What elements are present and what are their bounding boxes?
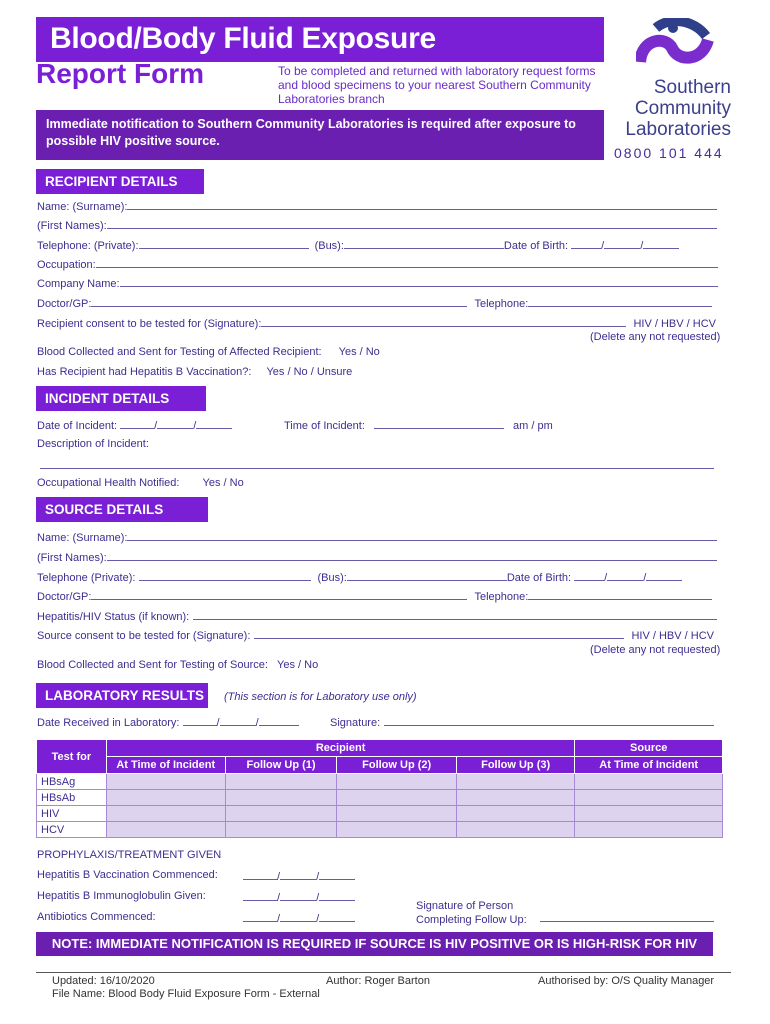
prophylaxis-hepb-ig-date: / / (243, 890, 355, 904)
lab-date-day[interactable] (183, 715, 217, 726)
source-dob-year[interactable] (646, 570, 682, 581)
source-bus-label: (Bus): (317, 572, 347, 584)
recipient-dob-label: Date of Birth: (503, 240, 569, 252)
date-day-field[interactable] (243, 911, 277, 922)
recipient-doctor-phone-field[interactable] (528, 296, 712, 307)
lab-date-year[interactable] (259, 715, 299, 726)
footer-file-name: File Name: Blood Body Fluid Exposure Form - External (52, 988, 320, 1000)
source-dob-month[interactable] (607, 570, 643, 581)
recipient-phone-row: Telephone: (Private): (Bus): Date of Birth: / / (37, 238, 679, 252)
table-cell[interactable] (456, 790, 575, 806)
followup-signature-label (416, 899, 527, 927)
recipient-doctor-label: Doctor/GP: (37, 298, 92, 310)
date-month-field[interactable] (280, 869, 316, 880)
table-row (37, 806, 723, 822)
table-cell[interactable] (225, 822, 337, 838)
logo-icon (636, 18, 714, 70)
table-cell[interactable] (106, 790, 225, 806)
recipient-firstnames-field[interactable] (107, 218, 717, 229)
source-doctor-field[interactable] (91, 589, 467, 600)
source-consent-tests[interactable]: HIV / HBV / HCV (631, 630, 714, 642)
incident-date-row: Date of Incident: / / (37, 418, 232, 432)
incident-date-day[interactable] (120, 418, 154, 429)
source-consent-label: Source consent to be tested for (Signature): (37, 630, 251, 642)
recipient-surname-label: Name: (Surname): (37, 201, 128, 213)
incident-time-row (284, 418, 553, 432)
instructions-text: To be completed and returned with laboratory request forms and blood specimens to your nearest Southern Community Laboratories branch (278, 64, 596, 106)
source-doctor-phone-field[interactable] (528, 589, 712, 600)
table-cell[interactable] (575, 806, 723, 822)
recipient-surname-field[interactable] (127, 199, 717, 210)
prophylaxis-antibiotics-date: / / (243, 911, 355, 925)
recipient-occupation-row (37, 257, 718, 271)
table-cell[interactable] (106, 806, 225, 822)
source-hep-status-label: Hepatitis/HIV Status (if known): (37, 611, 190, 623)
source-consent-row (37, 628, 714, 642)
source-delete-note: (Delete any not requested) (590, 644, 721, 656)
source-firstnames-label: (First Names): (37, 552, 107, 564)
col-follow-up-2: Follow Up (2) (337, 757, 456, 774)
incident-occ-health-row (37, 477, 244, 489)
date-month-field[interactable] (280, 911, 316, 922)
recipient-blood-collected-label: Blood Collected and Sent for Testing of Affected Recipient: (37, 346, 322, 358)
lab-signature-label: Signature: (330, 717, 381, 729)
table-cell[interactable] (575, 790, 723, 806)
table-cell[interactable] (337, 806, 456, 822)
row-label: HBsAb (37, 790, 107, 806)
col-test-for: Test for (37, 740, 107, 774)
recipient-blood-collected-row (37, 346, 380, 358)
recipient-surname-row (37, 199, 717, 213)
recipient-occupation-field[interactable] (96, 257, 718, 268)
col-follow-up-1: Follow Up (1) (225, 757, 337, 774)
source-doctor-phone-label: Telephone: (474, 591, 529, 603)
lab-signature-field[interactable] (384, 715, 714, 726)
source-firstnames-field[interactable] (107, 550, 717, 561)
followup-signature-line1: Signature of Person (416, 900, 514, 912)
source-hep-status-field[interactable] (193, 609, 717, 620)
lab-section-heading: LABORATORY RESULTS (36, 683, 208, 708)
incident-time-label: Time of Incident: (284, 420, 365, 432)
recipient-hepb-options[interactable]: Yes / No / Unsure (266, 366, 353, 378)
lab-signature-row (330, 715, 714, 729)
recipient-company-label: Company Name: (37, 278, 120, 290)
row-label: HCV (37, 822, 107, 838)
table-row (37, 774, 723, 790)
source-bus-field[interactable] (347, 570, 507, 581)
col-follow-up-3: Follow Up (3) (456, 757, 575, 774)
incident-date-year[interactable] (196, 418, 232, 429)
page-subtitle: Report Form (36, 58, 204, 89)
incident-ampm-options[interactable]: am / pm (513, 420, 553, 432)
source-dob-label: Date of Birth: (506, 572, 572, 584)
source-surname-row (37, 530, 717, 544)
recipient-bus-label: (Bus): (314, 240, 344, 252)
footer-updated: Updated: 16/10/2020 (52, 975, 155, 987)
recipient-doctor-phone-label: Telephone: (474, 298, 529, 310)
source-consent-signature-field[interactable] (254, 628, 624, 639)
col-at-time: At Time of Incident (106, 757, 225, 774)
table-cell[interactable] (456, 774, 575, 790)
notification-box: Immediate notification to Southern Community Laboratories is required after exposure to possible HIV positive source. (36, 110, 604, 160)
recipient-consent-label: Recipient consent to be tested for (Signature): (37, 318, 262, 330)
recipient-dob-year[interactable] (643, 238, 679, 249)
col-group-recipient: Recipient (106, 740, 575, 757)
recipient-delete-note: (Delete any not requested) (590, 331, 721, 343)
lab-results-table (36, 739, 723, 838)
incident-date-month[interactable] (157, 418, 193, 429)
bottom-notice: NOTE: IMMEDIATE NOTIFICATION IS REQUIRED IF SOURCE IS HIV POSITIVE OR IS HIGH-RISK FOR HIV (36, 932, 713, 956)
source-dob-day[interactable] (574, 570, 604, 581)
recipient-consent-signature-field[interactable] (261, 316, 626, 327)
lab-date-label: Date Received in Laboratory: (37, 717, 180, 729)
row-label: HIV (37, 806, 107, 822)
table-cell[interactable] (456, 806, 575, 822)
lab-date-month[interactable] (220, 715, 256, 726)
date-year-field[interactable] (319, 911, 355, 922)
prophylaxis-hepb-ig-label: Hepatitis B Immunoglobulin Given: (37, 890, 206, 902)
recipient-dob-day[interactable] (571, 238, 601, 249)
lab-date-row: Date Received in Laboratory: / / (37, 715, 299, 729)
source-firstnames-row (37, 550, 717, 564)
source-blood-collected-label: Blood Collected and Sent for Testing of Source: (37, 659, 268, 671)
table-cell[interactable] (456, 822, 575, 838)
table-cell[interactable] (106, 822, 225, 838)
table-cell[interactable] (575, 774, 723, 790)
logo-line3: Laboratories (625, 119, 731, 140)
recipient-hepb-row (37, 366, 352, 378)
recipient-consent-tests[interactable]: HIV / HBV / HCV (633, 318, 716, 330)
col-source-at-time: At Time of Incident (575, 757, 723, 774)
incident-description-label: Description of Incident: (37, 438, 149, 450)
logo-line2: Community (634, 98, 731, 119)
recipient-phone-private-field[interactable] (139, 238, 309, 249)
incident-occ-health-label: Occupational Health Notified: (37, 477, 180, 489)
incident-time-field[interactable] (374, 418, 504, 429)
footer-author: Author: Roger Barton (326, 975, 430, 987)
followup-signature-field[interactable] (540, 921, 714, 922)
recipient-consent-row (37, 316, 716, 330)
footer-authorised: Authorised by: O/S Quality Manager (538, 975, 715, 987)
date-day-field[interactable] (243, 869, 277, 880)
table-cell[interactable] (225, 774, 337, 790)
recipient-firstnames-label: (First Names): (37, 220, 107, 232)
logo-line1: Southern (653, 77, 731, 98)
table-cell[interactable] (575, 822, 723, 838)
date-month-field[interactable] (280, 890, 316, 901)
prophylaxis-antibiotics-label: Antibiotics Commenced: (37, 911, 156, 923)
row-label: HBsAg (37, 774, 107, 790)
recipient-doctor-row (37, 296, 712, 310)
date-year-field[interactable] (319, 869, 355, 880)
incident-section-heading: INCIDENT DETAILS (36, 386, 206, 411)
prophylaxis-hepb-vacc-label: Hepatitis B Vaccination Commenced: (37, 869, 218, 881)
recipient-occupation-label: Occupation: (37, 259, 96, 271)
date-day-field[interactable] (243, 890, 277, 901)
recipient-blood-collected-options[interactable]: Yes / No (338, 346, 380, 358)
footer-divider (36, 972, 731, 973)
table-cell[interactable] (337, 822, 456, 838)
source-surname-label: Name: (Surname): (37, 532, 128, 544)
source-phone-row: Telephone (Private): (Bus): Date of Birth: / / (37, 570, 682, 584)
recipient-company-field[interactable] (120, 276, 718, 287)
table-cell[interactable] (106, 774, 225, 790)
phone-number: 0800 101 444 (614, 145, 724, 161)
source-doctor-label: Doctor/GP: (37, 591, 92, 603)
recipient-company-row (37, 276, 718, 290)
logo-text (617, 77, 731, 140)
table-row (37, 822, 723, 838)
col-group-source: Source (575, 740, 723, 757)
incident-description-field[interactable] (40, 468, 714, 469)
source-blood-collected-row (37, 659, 318, 671)
incident-date-label: Date of Incident: (37, 420, 118, 432)
recipient-bus-field[interactable] (344, 238, 504, 249)
source-surname-field[interactable] (127, 530, 717, 541)
date-year-field[interactable] (319, 890, 355, 901)
table-row (37, 790, 723, 806)
source-phone-private-label: Telephone (Private): (37, 572, 136, 584)
table-cell[interactable] (225, 806, 337, 822)
table-cell[interactable] (337, 790, 456, 806)
source-doctor-row (37, 589, 712, 603)
source-blood-collected-options[interactable]: Yes / No (277, 659, 319, 671)
source-section-heading: SOURCE DETAILS (36, 497, 208, 522)
recipient-doctor-field[interactable] (91, 296, 467, 307)
prophylaxis-hepb-vacc-date: / / (243, 869, 355, 883)
prophylaxis-heading: PROPHYLAXIS/TREATMENT GIVEN (37, 849, 222, 861)
source-phone-private-field[interactable] (139, 570, 311, 581)
recipient-section-heading: RECIPIENT DETAILS (36, 169, 204, 194)
page-title: Blood/Body Fluid Exposure (50, 22, 436, 55)
table-cell[interactable] (337, 774, 456, 790)
incident-occ-health-options[interactable]: Yes / No (202, 477, 244, 489)
source-hep-status-row (37, 609, 717, 623)
followup-signature-line2: Completing Follow Up: (416, 914, 527, 926)
table-cell[interactable] (225, 790, 337, 806)
recipient-firstnames-row (37, 218, 717, 232)
recipient-dob-month[interactable] (604, 238, 640, 249)
recipient-phone-private-label: Telephone: (Private): (37, 240, 139, 252)
recipient-hepb-label: Has Recipient had Hepatitis B Vaccination?: (37, 366, 252, 378)
lab-note: (This section is for Laboratory use only) (224, 691, 417, 703)
